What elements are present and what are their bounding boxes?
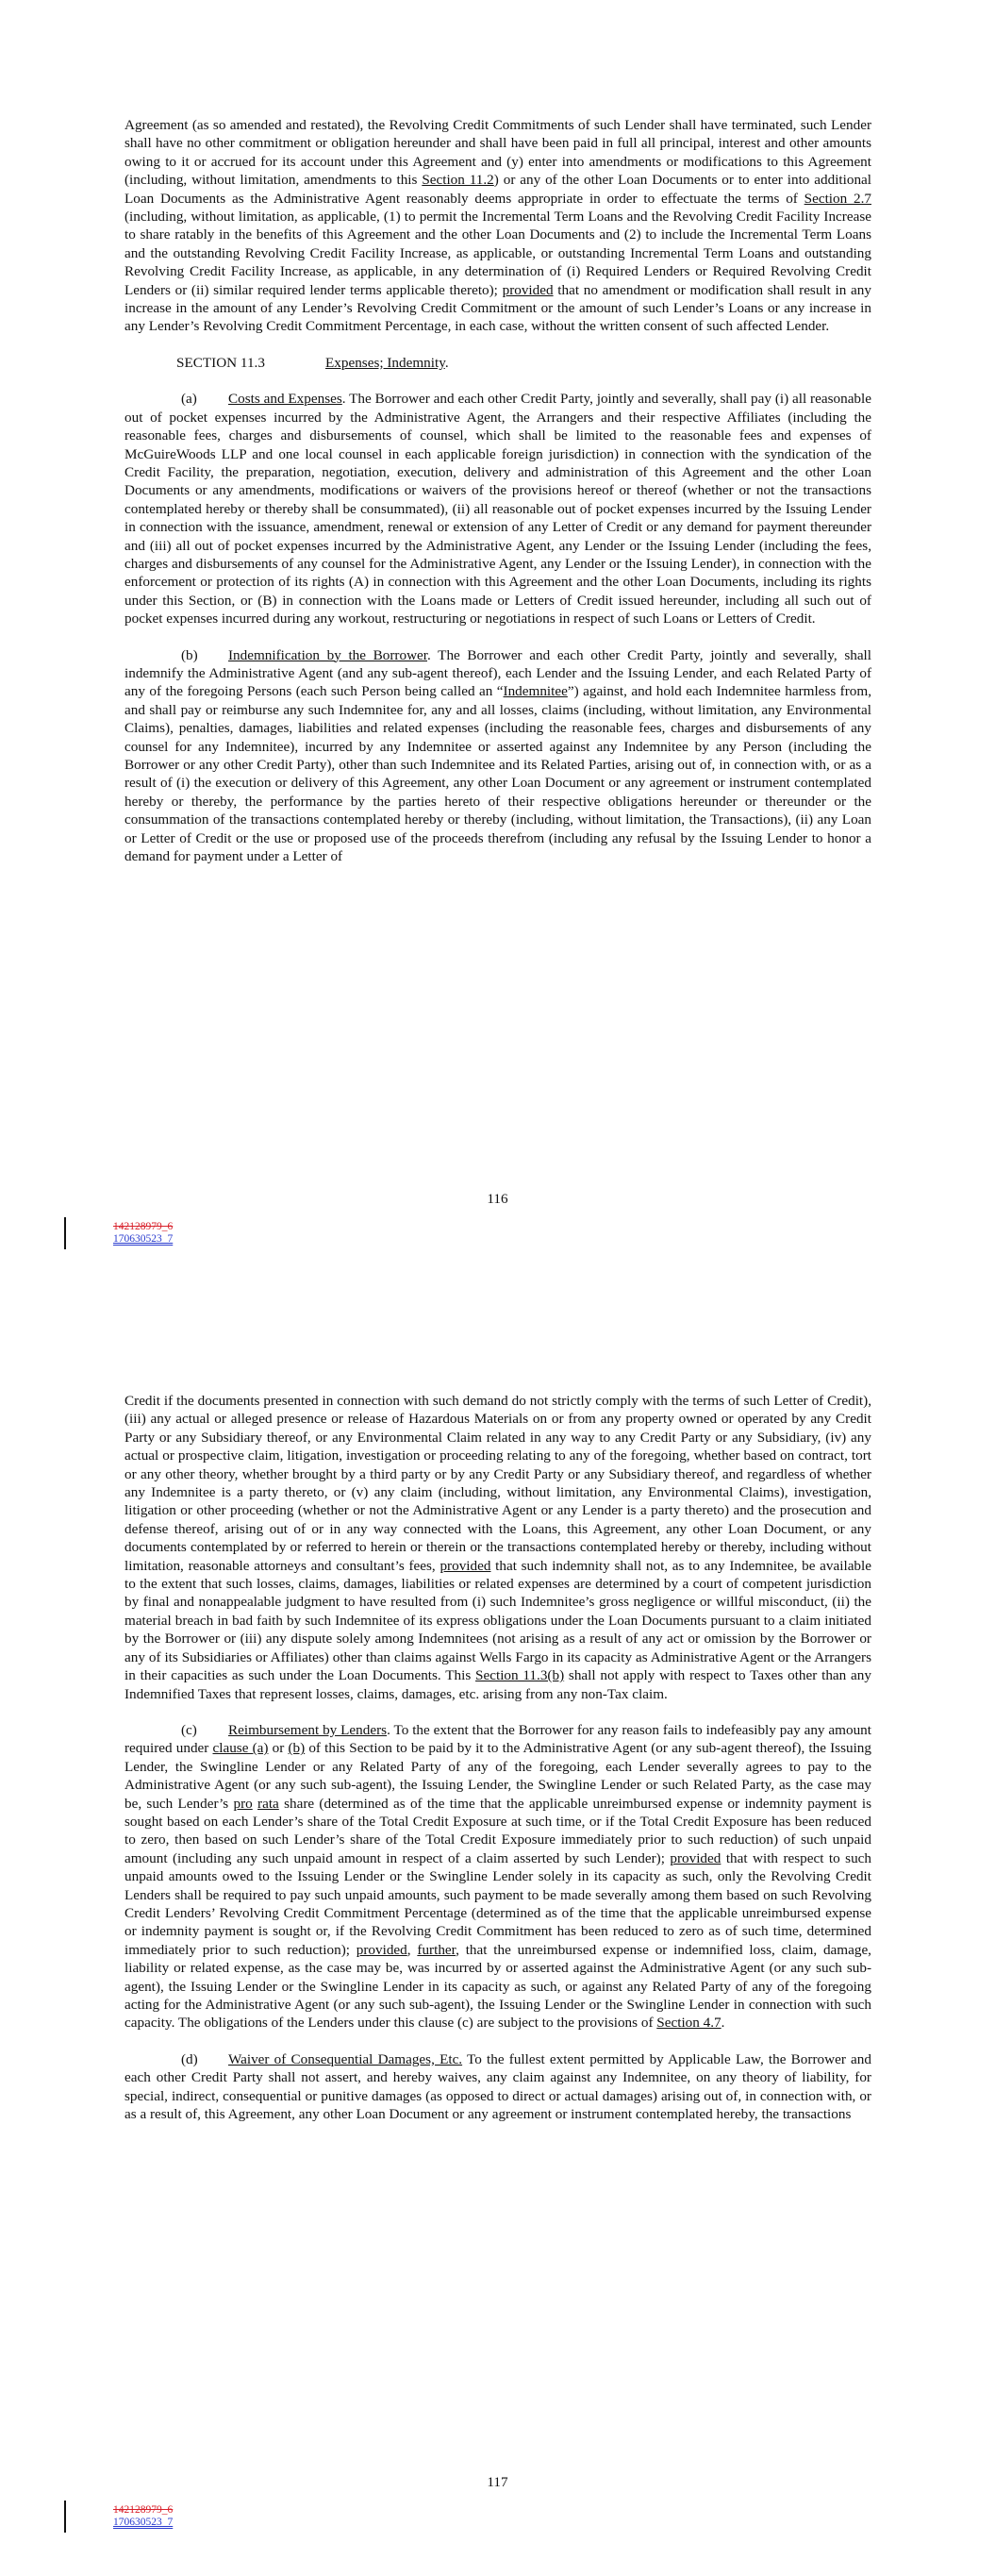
section-11-2-reference: Section 11.2 (422, 172, 494, 189)
clause-a-text: . The Borrower and each other Credit Party, jointly and severally, shall pay (i) all reasonable out of pocket expenses incurred by the Administrative Agent, the Arrangers and their respective Affiliates (including the reasonable fees, charges and disbursements of counsel, which shall be limited to the reasonable fees and expenses of McGuireWoods LLP and one local counsel in each applicable foreign jurisdiction) in connection with the syndication of the Credit Facility, the preparation, negotiation, execution, delivery and administration of this Agreement and the other Loan Documents or any amendments, modifications or waivers of the provisions hereof or thereof (whether or not the transactions contemplated hereby or thereby shall be consummated), (ii) all reasonable out of pocket expenses incurred by the Issuing Lender in connection with the issuance, amendment, renewal or extension of any Letter of Credit or any demand for payment thereunder and (iii) all out of pocket expenses incurred by the Administrative Agent, any Lender or the Issuing Lender (including the fees, charges and disbursements of any counsel for the Administrative Agent, any Lender or the Issuing Lender), in connection with the enforcement or protection of its rights (A) in connection with this Agreement and the other Loan Documents, including its rights under this Section, or (B) in connection with the Loans made or Letters of Credit issued hereunder, including all such out of pocket expenses incurred during any workout, restructuring or negotiations in respect of such Loans or Letters of Credit. (124, 391, 871, 627)
section-11-3b-reference: Section 11.3(b) (475, 1667, 565, 1684)
clause-b-title: Indemnification by the Borrower (228, 646, 428, 663)
clause-b: (b) Indemnification by the Borrower. The Borrower and each other Credit Party, jointly and severally, shall indemnify the Administrative Agent (and any sub-agent thereof), each Lender and the Issuing Lender, and each Related Party of any of the foregoing Persons (each such Person being called an “Indemnitee”) against, and hold each Indemnitee harmless from, and shall pay or reimburse any such Indemnitee for, any and all losses, claims (including, without limitation, any Environmental Claims), penalties, damages, liabilities and related expenses (including the reasonable fees, charges and disbursements of any counsel for any Indemnitee), incurred by any Indemnitee or asserted against any Indemnitee by any Person (including the Borrower or any other Credit Party), other than such Indemnitee and its Related Parties, arising out of, in connection with, or as a result of (i) the execution or delivery of this Agreement, any other Loan Document or any agreement or instrument contemplated hereby or thereby, the performance by the parties hereto of their respective obligations hereunder or thereunder or the consummation of the transactions contemplated hereby or thereby (including, without limitation, the Transactions), (ii) any Loan or Letter of Credit or the use or proposed use of the proceeds therefrom (including any refusal by the Issuing Lender to honor a demand for payment under a Letter of (124, 646, 872, 865)
pro-term: pro (233, 1795, 253, 1812)
document-id-inserted: 170630523_7 (113, 2517, 174, 2528)
revision-bar (64, 2501, 66, 2533)
page-116 (0, 0, 995, 1264)
further-term: further (417, 1941, 456, 1958)
clause-b-continuation: Credit if the documents presented in connection with such demand do not strictly comply with the terms of such Letter of Credit), (iii) any actual or alleged presence or release of Hazardous Materials on or from any property owned or operated by any Credit Party or any Subsidiary thereof, or any Environmental Claim related in any way to any Credit Party or any Subsidiary, (iv) any actual or prospective claim, litigation, investigation or proceeding relating to any of the foregoing, whether based on contract, tort or any other theory, whether brought by a third party or by any Credit Party or any Subsidiary thereof, and regardless of whether any Indemnitee is a party thereto, or (v) any claim (including, without limitation, any Environmental Claims), investigation, litigation or other proceeding (whether or not the Administrative Agent or any Lender is a party thereto) and the prosecution and defense thereof, arising out of or in any way connected with the Loans, this Agreement, any other Loan Document, or any documents contemplated by or referred to herein or therein or the transactions contemplated hereby or thereby, including without limitation, reasonable attorneys and consultant’s fees, provided that such indemnity shall not, as to any Indemnitee, be available to the extent that such losses, claims, damages, liabilities or related expenses are determined by a court of competent jurisdiction by final and nonappealable judgment to have resulted from (i) such Indemnitee’s gross negligence or willful misconduct, (ii) the material breach in bad faith by such Indemnitee of its express obligations under the Loan Documents pursuant to a claim initiated by the Borrower or (iii) any dispute solely among Indemnitees (not arising as a result of any act or omission by the Borrower or any of its Subsidiaries or Affiliates) other than claims against Wells Fargo in its capacity as Administrative Agent or the Arrangers in their capacities as such under the Loan Documents. This Section 11.3(b) shall not apply with respect to Taxes other than any Indemnified Taxes that represent losses, claims, damages, etc. arising from any non-Tax claim. (124, 1393, 871, 1702)
page-117-body (124, 1392, 871, 2141)
document-id-deleted: 142128979_6 (113, 2504, 174, 2516)
provided-term: provided (439, 1557, 491, 1574)
document-id (113, 1221, 173, 1246)
clause-a-label: (a) (181, 391, 197, 408)
clause-d: (d) Waiver of Consequential Damages, Etc. To the fullest extent permitted by Applicable Law, the Borrower and each other Credit Party shall not assert, and hereby waives, any claim against any Indemnitee, on any theory of liability, for special, indirect, consequential or punitive damages (as opposed to direct or actual damages) arising out of, in connection with, or as a result of, this Agreement, any other Loan Document or any agreement or instrument contemplated hereby, the transactions (124, 2050, 871, 2123)
clause-c-title: Reimbursement by Lenders (228, 1721, 388, 1738)
indemnitee-term: Indemnitee (503, 683, 568, 700)
document-id (113, 2504, 173, 2529)
rata-term: rata (257, 1795, 279, 1812)
clause-c-label: (c) (181, 1721, 197, 1738)
provided-term: provided (670, 1849, 721, 1866)
clause-a-reference: clause (a) (212, 1740, 269, 1757)
section-2-7-reference: Section 2.7 (804, 190, 871, 207)
section-4-7-reference: Section 4.7 (656, 2015, 721, 2032)
page-116-body (124, 116, 871, 883)
page-number: 117 (487, 2474, 508, 2490)
revision-bar (64, 1217, 66, 1249)
provided-term: provided (502, 281, 554, 298)
clause-d-label: (d) (181, 2050, 198, 2067)
clause-b-reference: (b) (288, 1740, 306, 1757)
section-title: Expenses; Indemnity (325, 354, 445, 371)
page-117 (0, 1392, 995, 2576)
clause-b-label: (b) (181, 646, 198, 663)
clause-c: (c) Reimbursement by Lenders. To the extent that the Borrower for any reason fails to indefeasibly pay any amount required under clause (a) or (b) of this Section to be paid by it to the Administrative Agent (or any sub-agent thereof), the Issuing Lender, the Swingline Lender or any Related Party of any of the foregoing, each Lender severally agrees to pay to the Administrative Agent (or any such sub-agent), the Issuing Lender, the Swingline Lender or such Related Party, as the case may be, such Lender’s pro rata share (determined as of the time that the applicable unreimbursed expense or indemnity payment is sought based on each Lender’s share of the Total Credit Exposure at such time, or if the Total Credit Exposure has been reduced to zero, then based on such Lender’s share of the Total Credit Exposure immediately prior to such reduction) of such unpaid amount (including any such unpaid amount in respect of a claim asserted by such Lender); provided that with respect to such unpaid amounts owed to the Issuing Lender or the Swingline Lender solely in its capacity as such, only the Revolving Credit Lenders shall be required to pay such unpaid amounts, such payment to be made severally among them based on such Revolving Credit Lenders’ Revolving Credit Commitment Percentage (determined as of the time that the applicable unreimbursed expense or indemnity payment is sought or, if the Revolving Credit Commitment has been reduced to zero as of such time, determined immediately prior to such reduction); provided, further, that the unreimbursed expense or indemnified loss, claim, damage, liability or related expense, as the case may be, was incurred by or asserted against the Administrative Agent (or any such sub-agent), the Issuing Lender or the Swingline Lender in its capacity as such, or against any Related Party of any of the foregoing acting for the Administrative Agent (or any such sub-agent), the Issuing Lender or the Swingline Lender in connection with such capacity. The obligations of the Lenders under this clause (c) are subject to the provisions of Section 4.7. (124, 1721, 872, 2032)
clause-d-title: Waiver of Consequential Damages, Etc. (228, 2050, 463, 2067)
document-id-inserted: 170630523_7 (113, 1233, 174, 1245)
provided-term: provided (356, 1941, 407, 1958)
clause-a-title: Costs and Expenses (228, 391, 342, 408)
clause-a (124, 390, 871, 627)
document-id-deleted: 142128979_6 (113, 1221, 174, 1232)
section-heading: SECTION 11.3 Expenses; Indemnity. (176, 354, 449, 371)
paragraph-continuation: Agreement (as so amended and restated), the Revolving Credit Commitments of such Lender shall have terminated, such Lender shall have no other commitment or obligation hereunder and shall have been paid in full all principal, interest and other amounts owing to it or accrued for its account under this Agreement and (y) enter into amendments or modifications to this Agreement (including, without limitation, amendments to this Section 11.2) or any of the other Loan Documents or to enter into additional Loan Documents as the Administrative Agent reasonably deems appropriate in order to effectuate the terms of Section 2.7 (including, without limitation, as applicable, (1) to permit the Incremental Term Loans and the Revolving Credit Facility Increase to share ratably in the benefits of this Agreement and the other Loan Documents and (2) to include the Incremental Term Loans and the outstanding Revolving Credit Facility Increase, as applicable, or outstanding Incremental Term Loans and outstanding Revolving Credit Facility Increase, as applicable, in any determination of (i) Required Lenders or Required Revolving Credit Lenders or (ii) similar required lender terms applicable thereto); provided that no amendment or modification shall result in any increase in the amount of any Lender’s Revolving Credit Commitment or the amount of such Lender’s Loans or any increase in any Lender’s Revolving Credit Commitment Percentage, in each case, without the written consent of such affected Lender. (124, 117, 871, 335)
section-number: SECTION 11.3 (176, 354, 265, 371)
page-number: 116 (487, 1191, 508, 1207)
